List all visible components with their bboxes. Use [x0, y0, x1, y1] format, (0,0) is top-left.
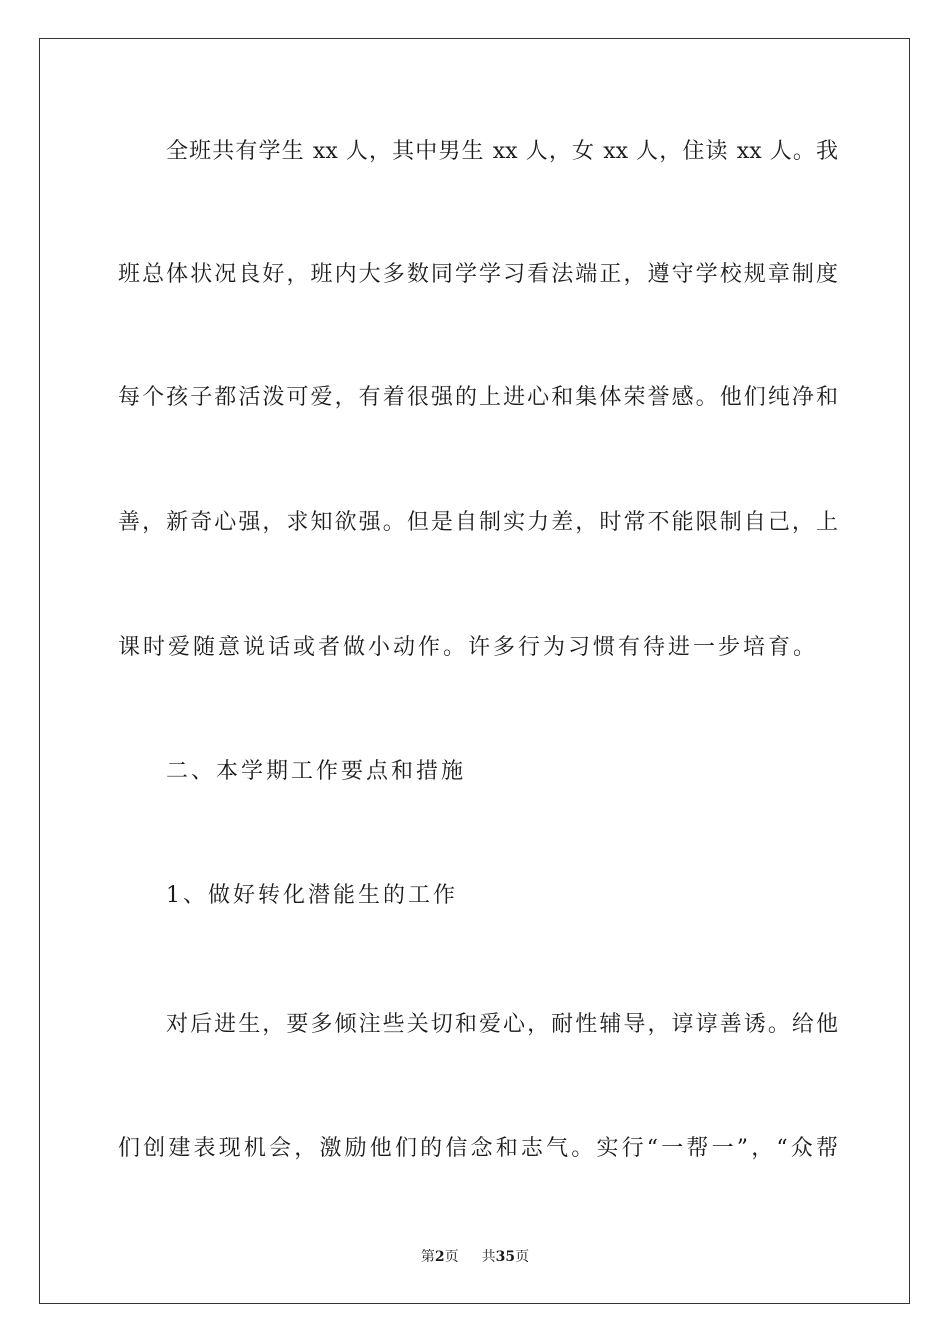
total-label-prefix: 共 [481, 1249, 496, 1265]
page-border [39, 38, 910, 1304]
section-heading: 二、本学期工作要点和措施 [166, 759, 467, 784]
total-label-suffix: 页 [515, 1249, 530, 1265]
paragraph-1-line-4: 善，新奇心强，求知欲强。但是自制实力差，时常不能限制自己，上 [118, 510, 838, 535]
subsection-heading: 1、做好转化潜能生的工作 [166, 883, 458, 908]
paragraph-1-line-5: 课时爱随意说话或者做小动作。许多行为习惯有待进一步培育。 [118, 635, 819, 660]
paragraph-1-line-3: 每个孩子都活泼可爱，有着很强的上进心和集体荣誉感。他们纯净和 [118, 385, 838, 410]
page-label-suffix: 页 [444, 1249, 459, 1265]
paragraph-2-line-2: 们创建表现机会，激励他们的信念和志气。实行“一帮一”，“众帮 [118, 1136, 838, 1161]
paragraph-1-line-1: 全班共有学生 xx 人，其中男生 xx 人，女 xx 人，住读 xx 人。我 [166, 139, 838, 164]
page-label-prefix: 第 [420, 1249, 435, 1265]
paragraph-2-line-1: 对后进生，要多倾注些关切和爱心，耐性辅导，谆谆善诱。给他 [166, 1012, 838, 1037]
total-pages: 35 [495, 1249, 516, 1265]
paragraph-1-line-2: 班总体状况良好，班内大多数同学学习看法端正，遵守学校规章制度 [118, 262, 838, 287]
page-footer [0, 1247, 950, 1267]
page-number: 2 [434, 1249, 445, 1265]
